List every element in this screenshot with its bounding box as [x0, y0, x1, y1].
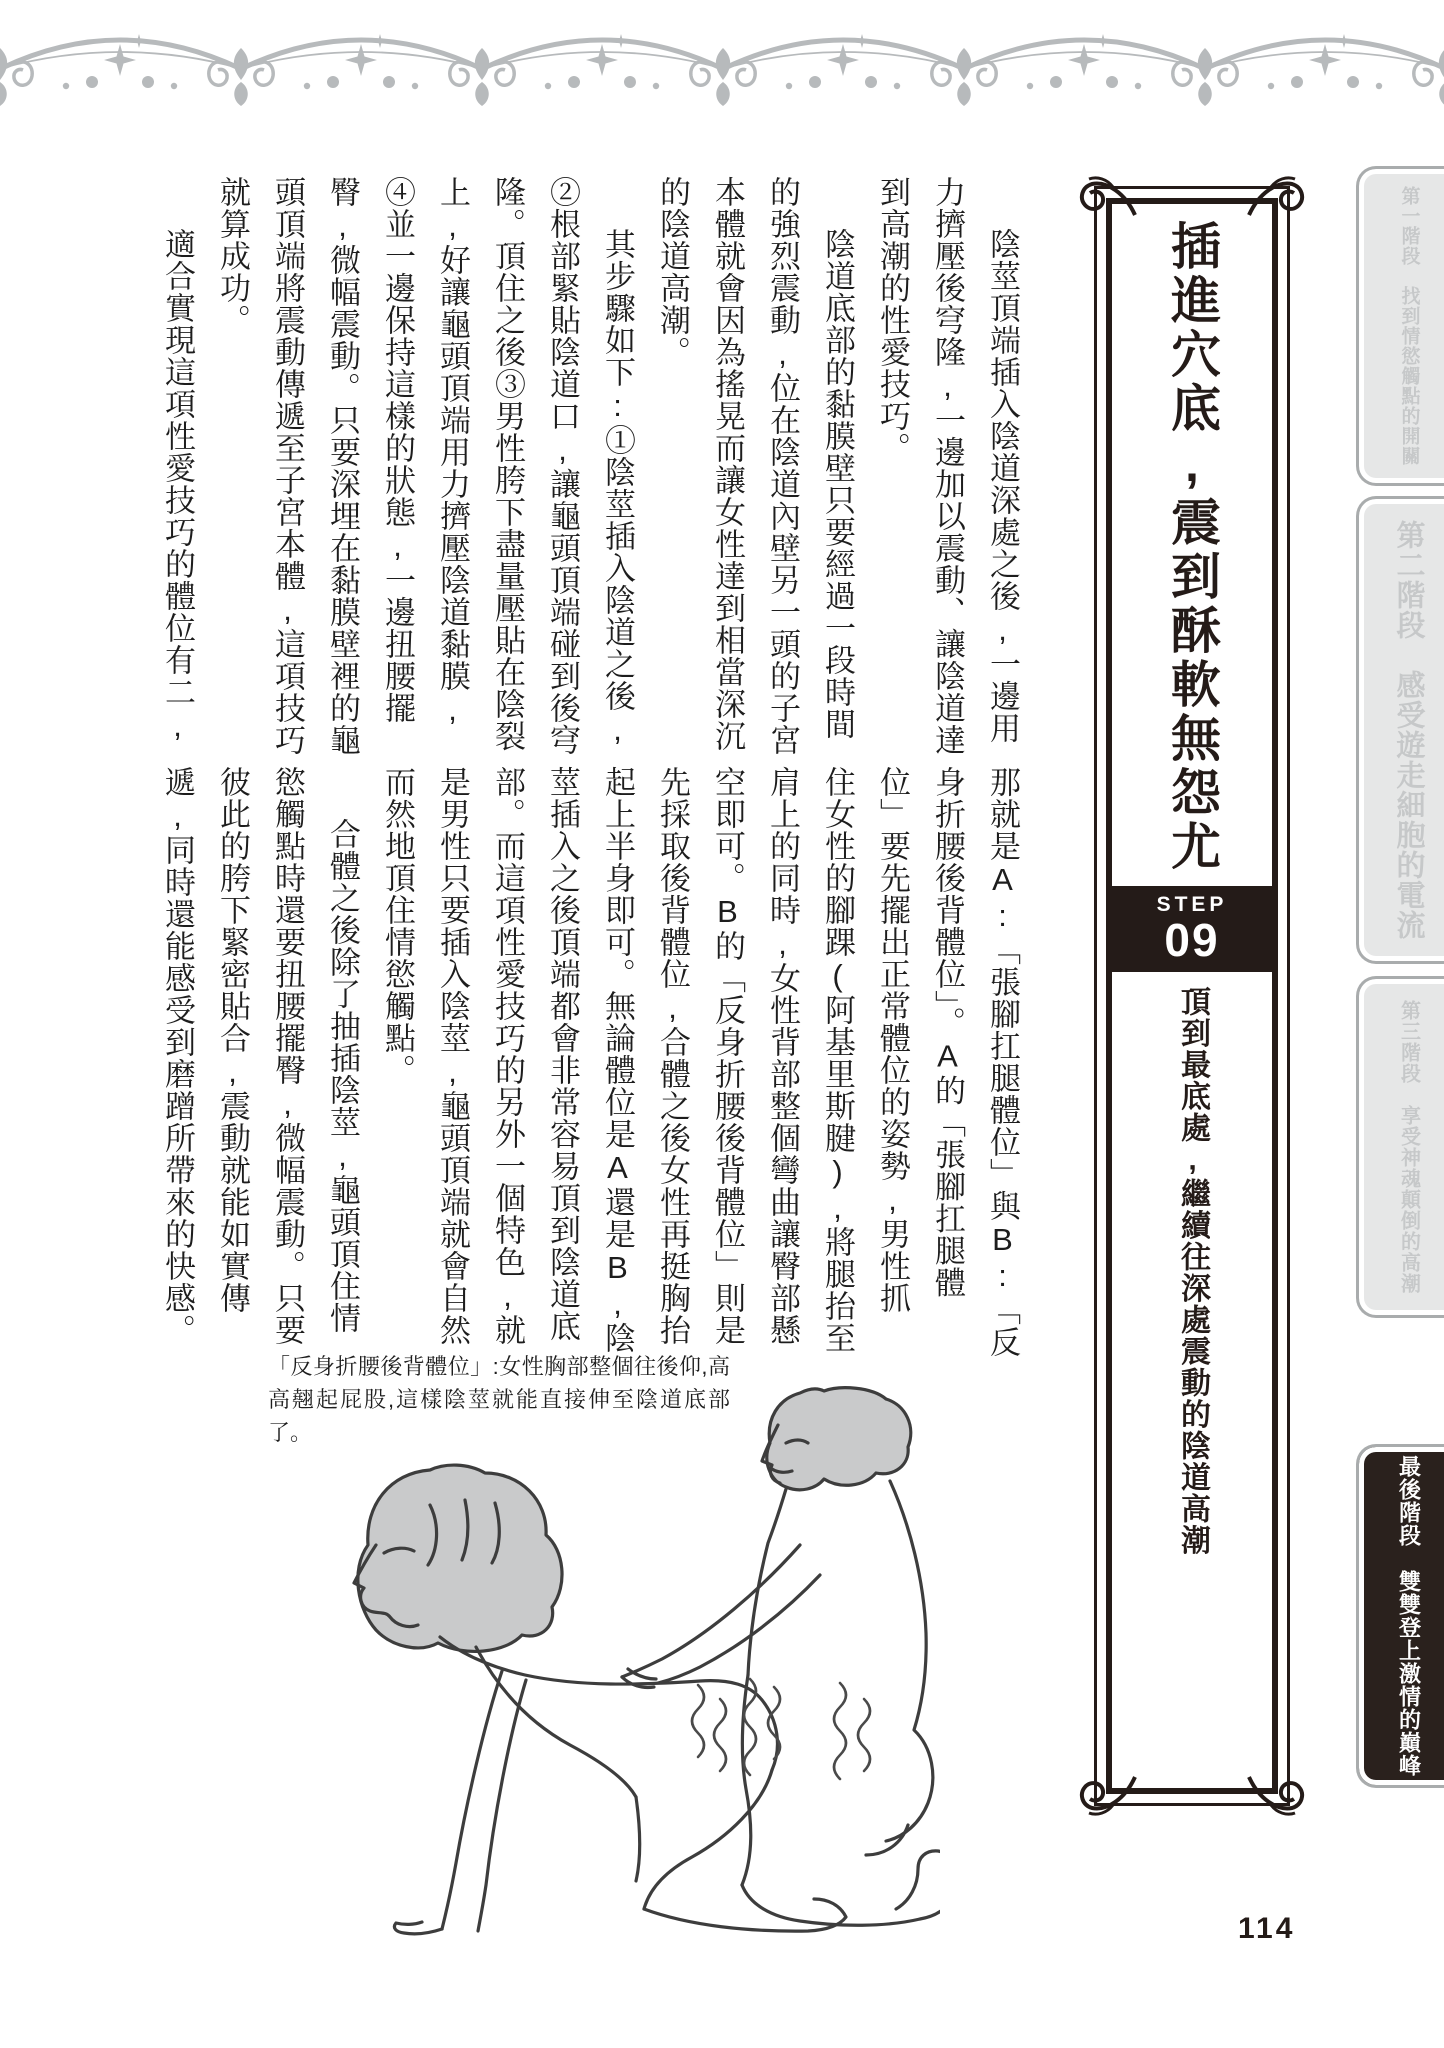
text-column: 適合實現這項性愛技巧的體位有二,: [160, 228, 195, 744]
scroll-ornament-icon: [1079, 1767, 1137, 1817]
text-column: 上,好讓龜頭頂端用力擠壓陰道黏膜,: [435, 176, 470, 728]
text-column: 位」要先擺出正常體位的姿勢,男性抓: [875, 766, 910, 1314]
text-column: 遞,同時還能感受到磨蹭所帶來的快感。: [160, 766, 195, 1346]
text-column: 頭頂端將震動傳遞至子宮本體,這項技巧: [270, 176, 305, 756]
text-column: 陰道底部的黏膜壁只要經過一段時間: [820, 228, 855, 740]
text-column: 住女性的腳踝(阿基里斯腱),將腿抬至: [820, 766, 855, 1354]
stage-tab-4-label: 最後階段 雙雙登上激情的巔峰: [1396, 1455, 1422, 1777]
text-column: 陰莖頂端插入陰道深處之後,一邊用: [985, 228, 1020, 744]
step-label: STEP: [1156, 893, 1228, 916]
chapter-title: 插進穴底,震到酥軟無怨尤: [1164, 220, 1220, 874]
stage-tab-2-label: 第二階段 感受遊走細胞的電流: [1392, 520, 1425, 940]
text-column: ④並一邊保持這樣的狀態,一邊扭腰擺: [380, 176, 415, 724]
stage-tab-3-label: 第三階段 享受神魂顛倒的高潮: [1397, 1000, 1420, 1294]
text-column: 身折腰後背體位」。A的「張腳扛腿體: [930, 766, 965, 1299]
step-title-panel: [1094, 186, 1290, 1806]
text-column: 而然地頂住情慾觸點。: [380, 766, 415, 1086]
step-number: 09: [1164, 914, 1220, 966]
chapter-subtitle: 頂到最底處,繼續往深處震動的陰道高潮: [1176, 986, 1209, 1556]
text-column: 莖插入之後頂端都會非常容易頂到陰道底: [545, 766, 580, 1342]
text-column: 本體就會因為搖晃而讓女性達到相當深沉: [710, 176, 745, 752]
text-column: 就算成功。: [215, 176, 250, 336]
page-number: 114: [1238, 1912, 1296, 1945]
stage-tab-1: [1356, 166, 1444, 486]
main-text-block-2: [150, 766, 1030, 1358]
text-column: 肩上的同時,女性背部整個彎曲讓臀部懸: [765, 766, 800, 1346]
text-column: 起上半身即可。無論體位是A還是B,陰: [600, 766, 635, 1354]
text-column: 部。而這項性愛技巧的另外一個特色,就: [490, 766, 525, 1346]
text-column: 的強烈震動,位在陰道內壁另一頭的子宮: [765, 176, 800, 756]
text-column: 其步驟如下:①陰莖插入陰道之後,: [600, 228, 635, 748]
text-column: 是男性只要插入陰莖,龜頭頂端就會自然: [435, 766, 470, 1346]
text-column: 先採取後背體位,合體之後女性再挺胸抬: [655, 766, 690, 1346]
stage-tab-2: [1356, 496, 1444, 964]
stage-tab-4-active: [1356, 1444, 1444, 1788]
step-badge: [1112, 886, 1272, 972]
position-illustration: [280, 1385, 940, 1945]
main-text-block-1: [150, 176, 1030, 764]
text-column: 到高潮的性愛技巧。: [875, 176, 910, 464]
text-column: 力擠壓後穹隆,一邊加以震動、讓陰道達: [930, 176, 965, 756]
text-column: 那就是A:「張腳扛腿體位」與B:「反: [985, 766, 1020, 1358]
text-column: 合體之後除了抽插陰莖,龜頭頂住情: [325, 818, 360, 1334]
text-column: ②根部緊貼陰道口,讓龜頭頂端碰到後穹: [545, 176, 580, 756]
text-column: 的陰道高潮。: [655, 176, 690, 368]
text-column: 慾觸點時還要扭腰擺臀,微幅震動。只要: [270, 766, 305, 1346]
text-column: 空即可。B的「反身折腰後背體位」則是: [710, 766, 745, 1346]
text-column: 彼此的胯下緊密貼合,震動就能如實傳: [215, 766, 250, 1314]
scroll-ornament-icon: [1079, 175, 1137, 225]
stage-tab-1-label: 第一階段 找到情慾觸點的開關: [1398, 186, 1420, 466]
stage-tab-3: [1356, 976, 1444, 1318]
text-column: 臀,微幅震動。只要深埋在黏膜壁裡的龜: [325, 176, 360, 756]
scroll-ornament-icon: [1247, 1767, 1305, 1817]
scroll-ornament-icon: [1247, 175, 1305, 225]
lace-border-ornament: [0, 12, 1444, 112]
text-column: 隆。頂住之後③男性胯下盡量壓貼在陰裂: [490, 176, 525, 752]
step-title-inner-frame: [1106, 198, 1278, 1794]
illustration-caption: 「反身折腰後背體位」:女性胸部整個往後仰,高高翹起屁股,這樣陰莖就能直接伸至陰道底部了。: [268, 1354, 730, 1445]
